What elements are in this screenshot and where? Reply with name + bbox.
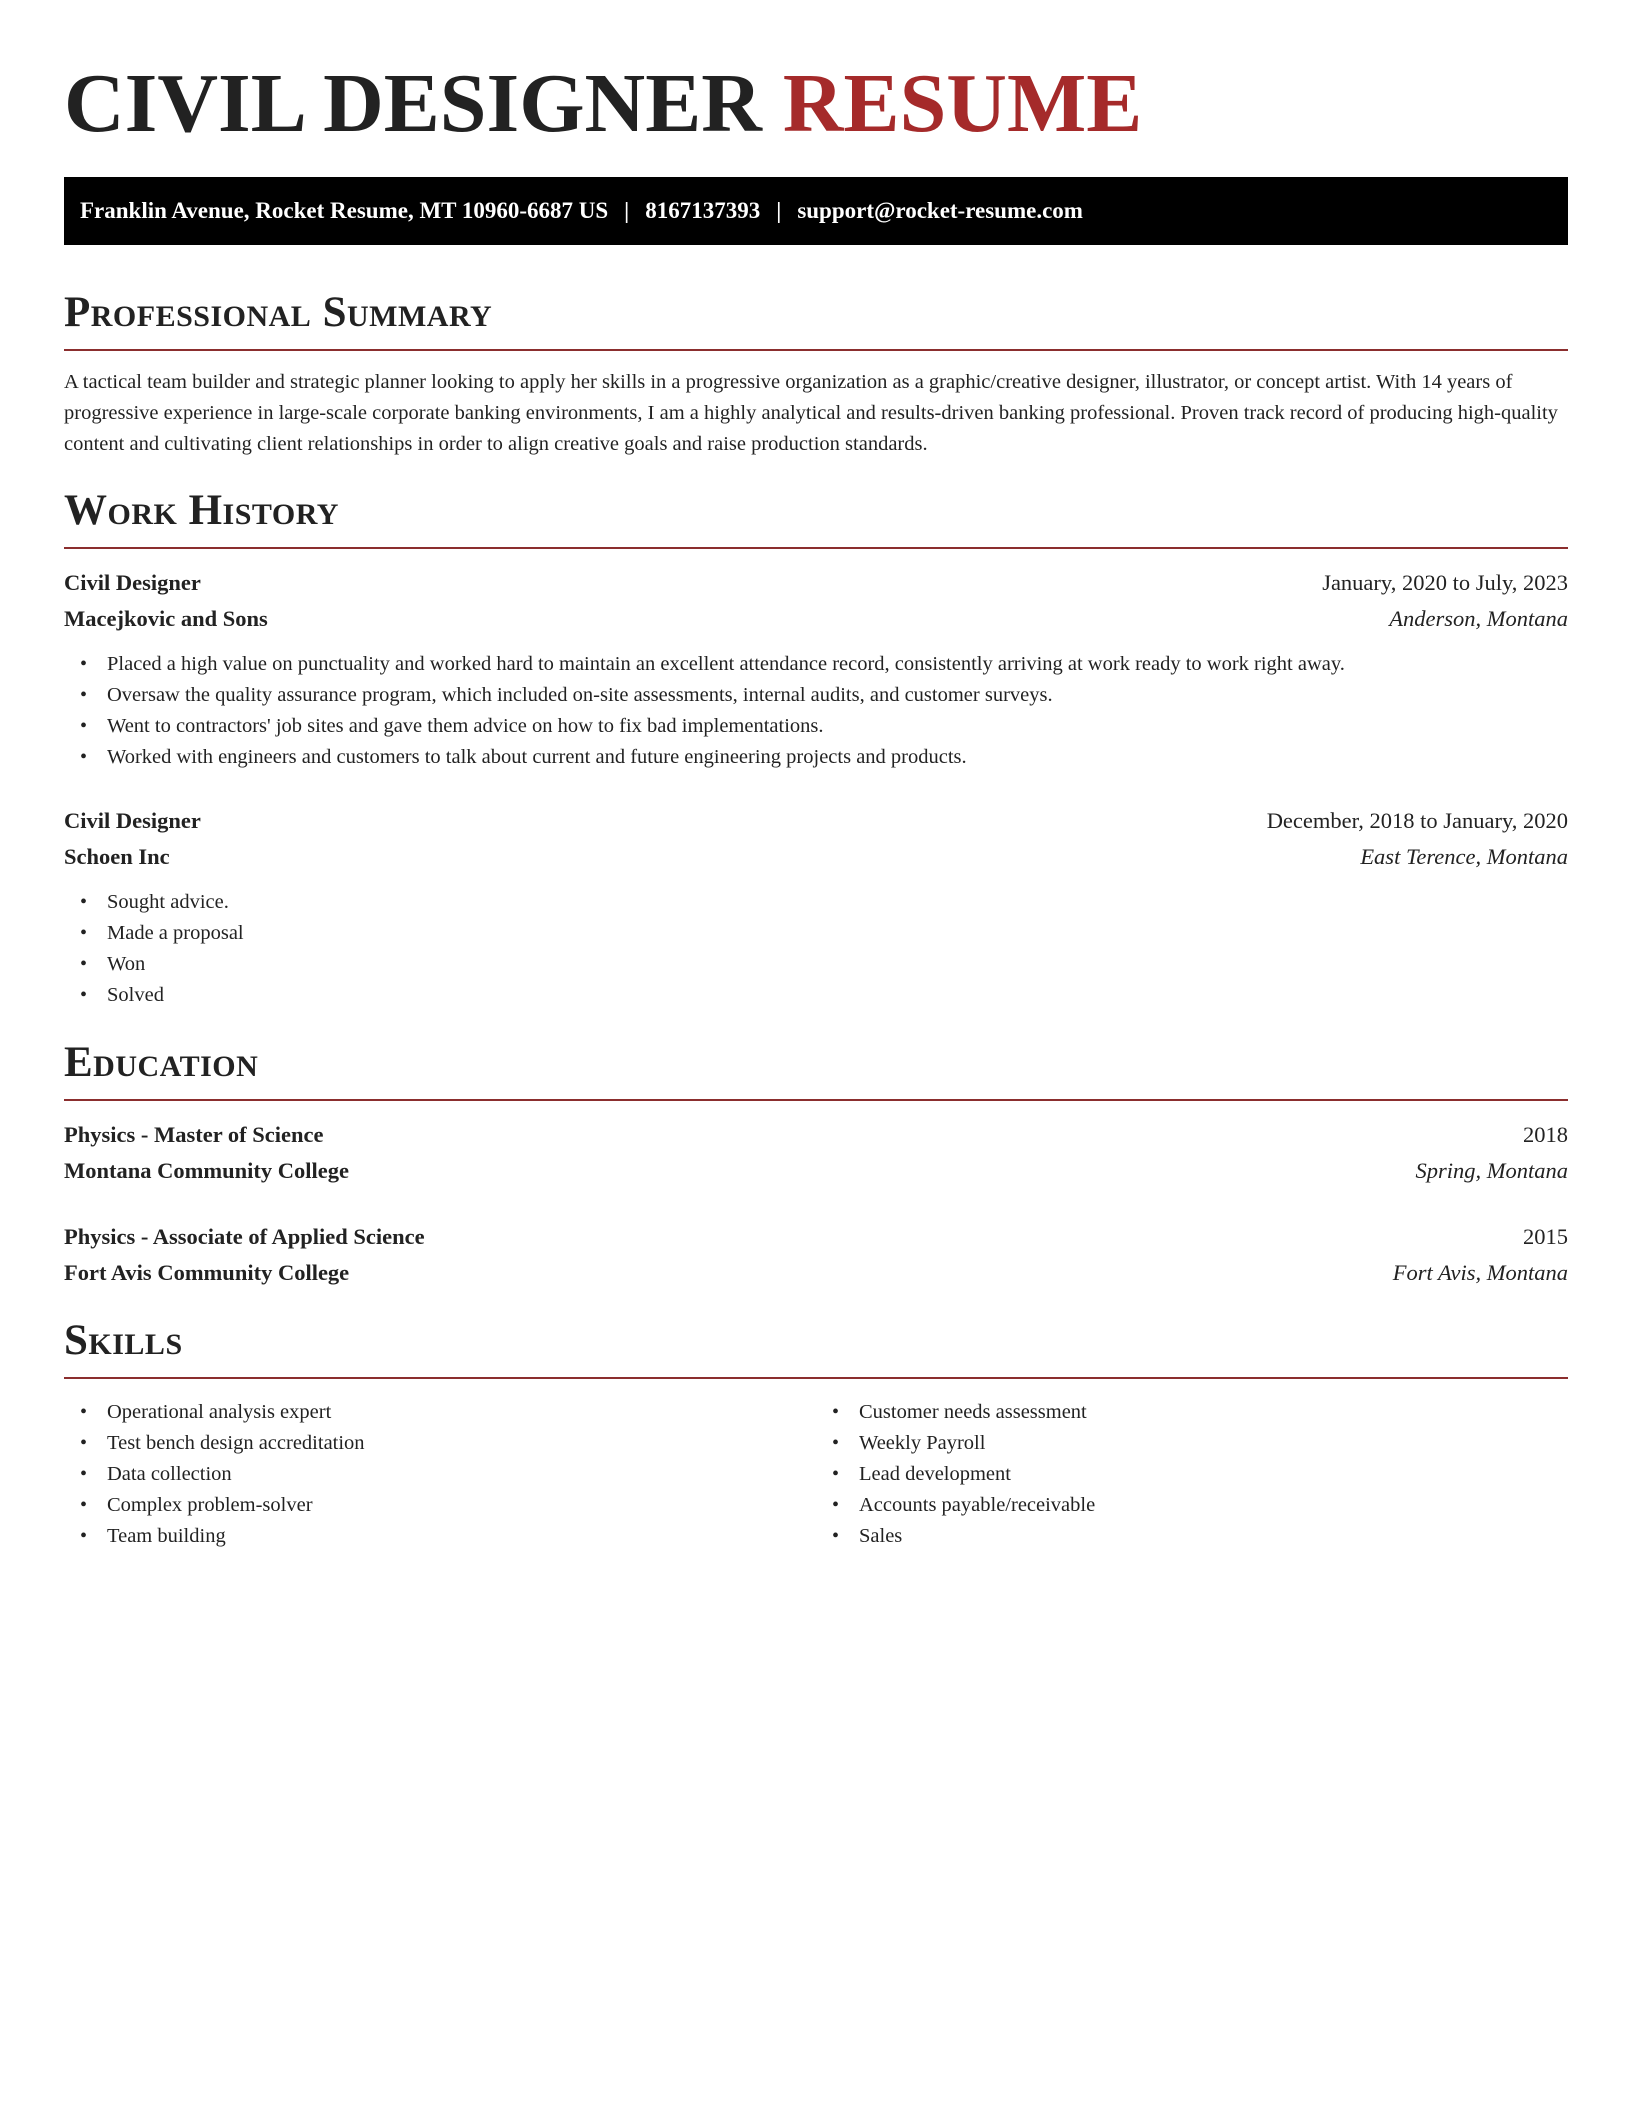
section-heading-summary: Professional Summary bbox=[64, 289, 493, 336]
job-title: Civil Designer bbox=[64, 808, 201, 833]
education-school-row bbox=[64, 1255, 1568, 1291]
list-item: • Sought advice. bbox=[64, 887, 1568, 918]
skills-list-right bbox=[816, 1397, 1568, 1552]
education-school: Fort Avis Community College bbox=[64, 1260, 350, 1285]
section-heading-skills: Skills bbox=[64, 1317, 183, 1364]
work-history-section bbox=[64, 487, 1568, 1011]
list-item: • Complex problem-solver bbox=[64, 1490, 816, 1521]
job-entry bbox=[64, 803, 1568, 1011]
job-title: Civil Designer bbox=[64, 570, 201, 595]
contact-separator: | bbox=[624, 198, 630, 223]
list-item: • Test bench design accreditation bbox=[64, 1428, 816, 1459]
section-divider bbox=[64, 1377, 1568, 1379]
list-item: • Placed a high value on punctuality and worked hard to maintain an excellent attendance record, consistently arriving at work ready to work right away. bbox=[64, 649, 1568, 680]
list-item: • Team building bbox=[64, 1521, 816, 1552]
list-item: • Won bbox=[64, 949, 1568, 980]
job-location: East Terence, Montana bbox=[1360, 844, 1568, 869]
contact-separator: | bbox=[776, 198, 782, 223]
education-year: 2018 bbox=[1523, 1122, 1568, 1147]
section-heading-education: Education bbox=[64, 1039, 259, 1086]
job-company-row bbox=[64, 601, 1568, 637]
education-year: 2015 bbox=[1523, 1224, 1568, 1249]
section-divider bbox=[64, 349, 1568, 351]
list-item: • Lead development bbox=[816, 1459, 1568, 1490]
education-degree: Physics - Associate of Applied Science bbox=[64, 1224, 425, 1249]
skills-list-left bbox=[64, 1397, 816, 1552]
education-location: Fort Avis, Montana bbox=[1392, 1260, 1568, 1285]
education-school: Montana Community College bbox=[64, 1158, 349, 1183]
list-item: • Weekly Payroll bbox=[816, 1428, 1568, 1459]
education-school-row bbox=[64, 1153, 1568, 1189]
resume-title bbox=[64, 0, 1568, 150]
job-dates: January, 2020 to July, 2023 bbox=[1322, 570, 1568, 595]
contact-email: support@rocket-resume.com bbox=[797, 198, 1083, 223]
list-item: • Accounts payable/receivable bbox=[816, 1490, 1568, 1521]
section-divider bbox=[64, 1099, 1568, 1101]
section-divider bbox=[64, 547, 1568, 549]
list-item: • Solved bbox=[64, 980, 1568, 1011]
contact-address: Franklin Avenue, Rocket Resume, MT 10960-6687 US bbox=[80, 198, 609, 223]
list-item: • Sales bbox=[816, 1521, 1568, 1552]
list-item: • Operational analysis expert bbox=[64, 1397, 816, 1428]
education-entry bbox=[64, 1219, 1568, 1291]
job-entry bbox=[64, 565, 1568, 773]
job-header-row bbox=[64, 803, 1568, 839]
job-company: Macejkovic and Sons bbox=[64, 606, 268, 631]
job-dates: December, 2018 to January, 2020 bbox=[1266, 808, 1568, 833]
list-item: • Worked with engineers and customers to talk about current and future engineering projects and products. bbox=[64, 742, 1568, 773]
job-company: Schoen Inc bbox=[64, 844, 170, 869]
contact-bar bbox=[64, 177, 1568, 245]
title-main: CIVIL DESIGNER bbox=[64, 57, 762, 150]
summary-section bbox=[64, 289, 1568, 460]
job-duties-list bbox=[64, 649, 1568, 773]
list-item: • Made a proposal bbox=[64, 918, 1568, 949]
education-section bbox=[64, 1039, 1568, 1291]
skills-columns bbox=[64, 1397, 1568, 1552]
summary-text: A tactical team builder and strategic planner looking to apply her skills in a progressive organization as a graphic/creative designer, illustrator, or concept artist. With 14 years of progressive experience in large-scale corporate banking environments, I am a highly analytical and results-driven banking professional. Proven track record of producing high-quality content and cultivating client relationships in order to align creative goals and raise production standards. bbox=[64, 371, 1558, 455]
education-degree-row bbox=[64, 1117, 1568, 1153]
job-company-row bbox=[64, 839, 1568, 875]
education-degree-row bbox=[64, 1219, 1568, 1255]
education-degree: Physics - Master of Science bbox=[64, 1122, 324, 1147]
education-entry bbox=[64, 1117, 1568, 1189]
list-item: • Customer needs assessment bbox=[816, 1397, 1568, 1428]
job-header-row bbox=[64, 565, 1568, 601]
education-location: Spring, Montana bbox=[1415, 1158, 1568, 1183]
skills-section bbox=[64, 1317, 1568, 1552]
list-item: • Oversaw the quality assurance program, which included on-site assessments, internal audits, and customer surveys. bbox=[64, 680, 1568, 711]
title-accent: RESUME bbox=[782, 57, 1143, 150]
list-item: • Went to contractors' job sites and gave them advice on how to fix bad implementations. bbox=[64, 711, 1568, 742]
section-heading-work-history: Work History bbox=[64, 487, 339, 534]
contact-phone: 8167137393 bbox=[645, 198, 761, 223]
list-item: • Data collection bbox=[64, 1459, 816, 1490]
job-location: Anderson, Montana bbox=[1389, 606, 1568, 631]
job-duties-list bbox=[64, 887, 1568, 1011]
